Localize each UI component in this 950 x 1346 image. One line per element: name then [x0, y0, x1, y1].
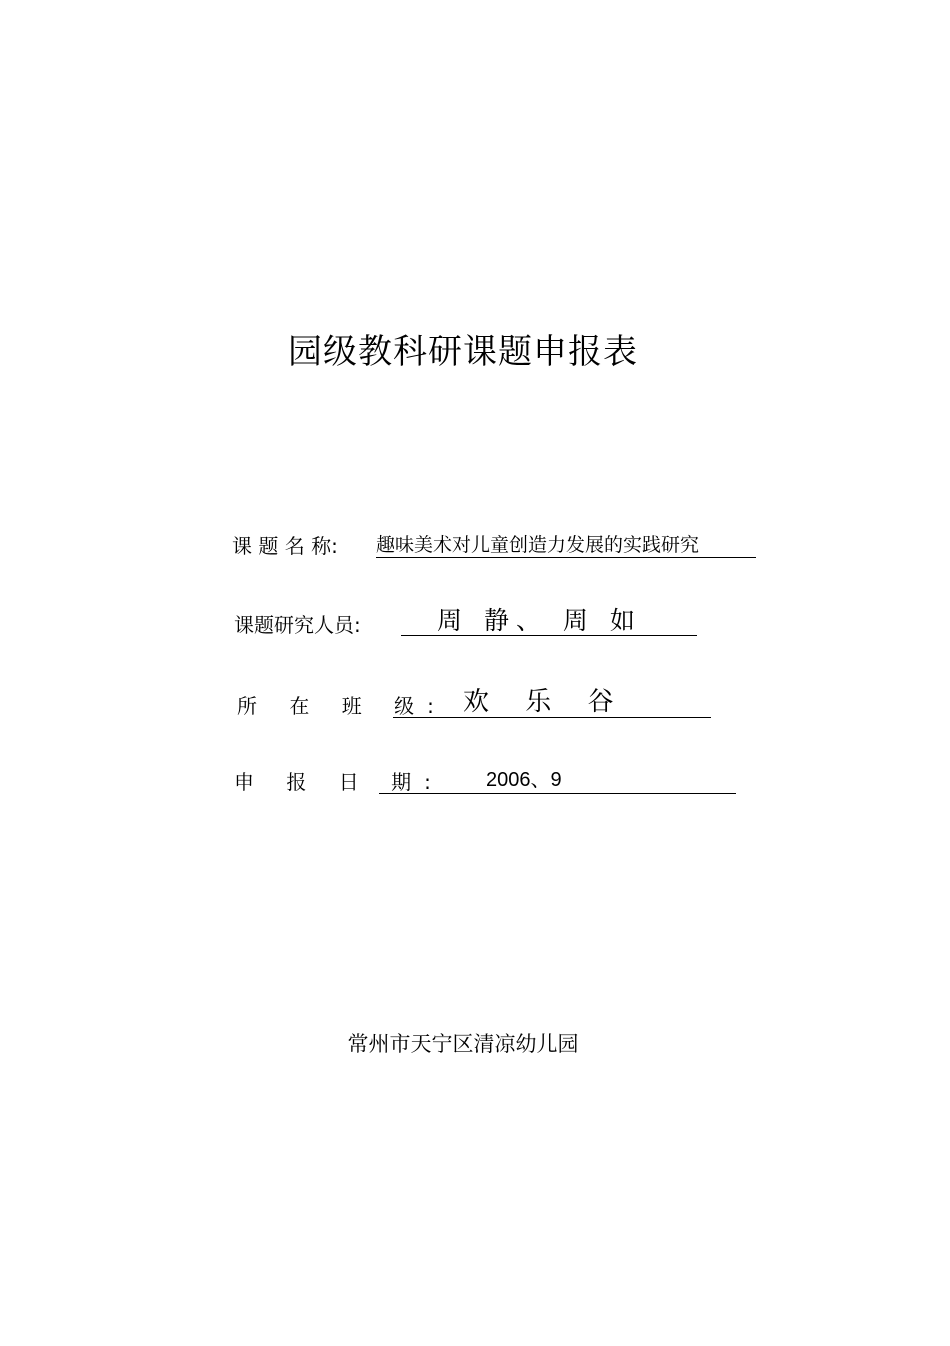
field-value-underline	[376, 530, 756, 558]
field-label: 所 在 班 级:	[237, 694, 447, 718]
field-label: 课 题 名 称:	[232, 534, 338, 558]
field-value: 周 静、 周 如	[437, 606, 642, 635]
field-label: 课题研究人员:	[234, 613, 361, 637]
field-value-underline	[401, 604, 697, 636]
field-value-underline	[393, 686, 711, 718]
field-value: 2006、9	[486, 769, 562, 791]
field-value: 趣味美术对儿童创造力发展的实践研究	[376, 534, 700, 556]
organization-name: 常州市天宁区清凉幼儿园	[347, 1032, 579, 1056]
field-value-underline	[379, 766, 736, 794]
field-label: 申 报 日 期:	[234, 770, 444, 794]
field-value: 欢 乐 谷	[463, 687, 628, 717]
document-title: 园级教科研课题申报表	[288, 332, 638, 372]
